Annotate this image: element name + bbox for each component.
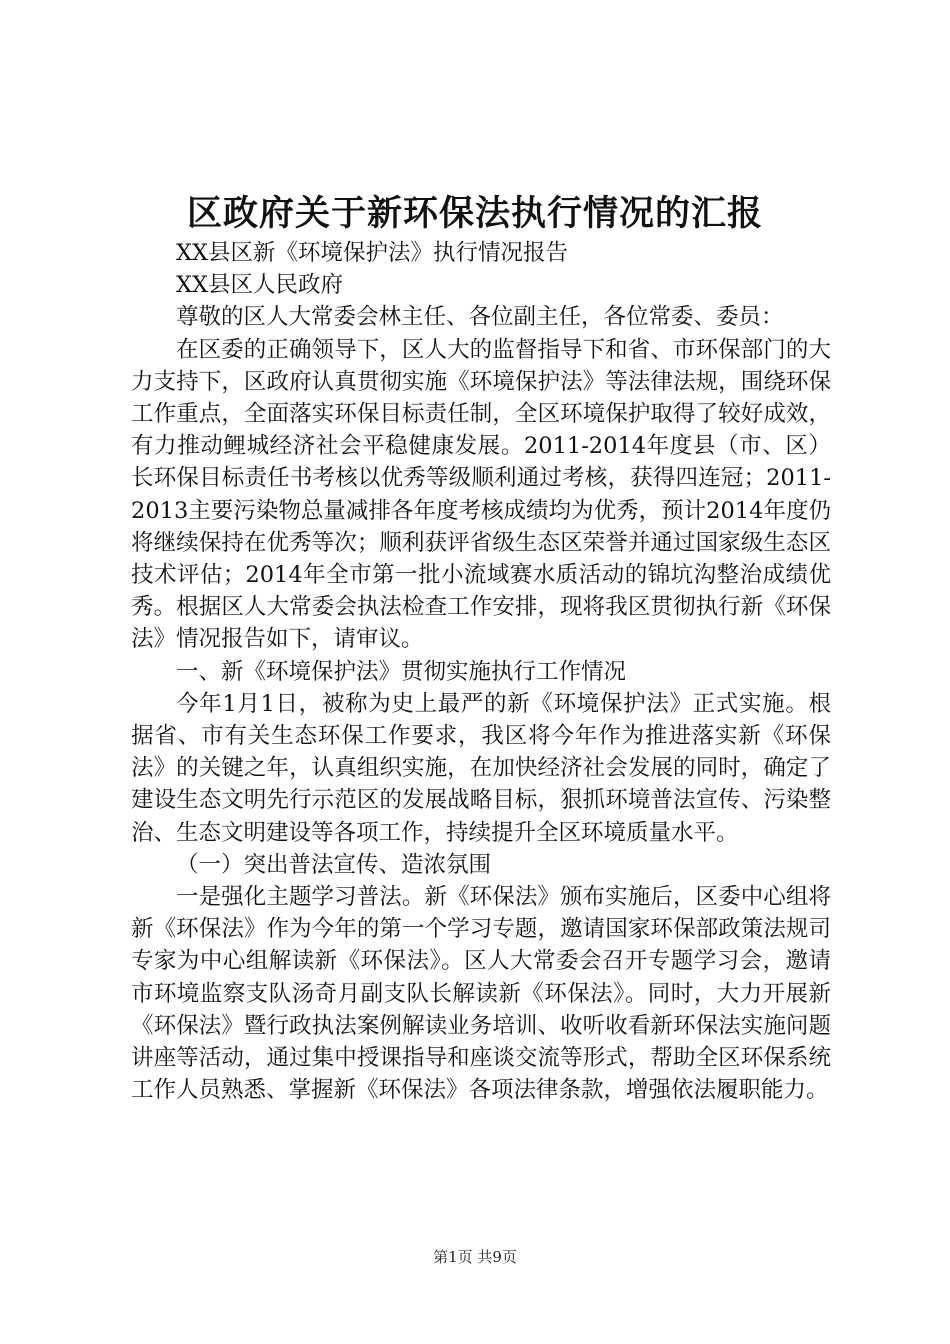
report-subtitle: XX县区新《环境保护法》执行情况报告 — [176, 240, 569, 266]
document-title: 区政府关于新环保法执行情况的汇报 — [186, 193, 763, 234]
paragraph: 今年1月1日，被称为史上最严的新《环境保护法》正式实施。根据省、市有关生态环保工作要求，我区将今年作为推进落实新《环保法》的关键之年，认真组织实施，在加快经济社会发展的同时，确定了建设生态文明先行示范区的发展战略目标，狠抓环境普法宣传、污染整治、生态文明建设等各项工作，持续提升全区环境质量水平。 — [131, 690, 831, 846]
salutation: 尊敬的区人大常委会林主任、各位副主任，各位常委、委员： — [176, 304, 784, 331]
paragraph: 在区委的正确领导下，区人大的监督指导下和省、市环保部门的大力支持下，区政府认真贯彻实施《环境保护法》等法律法规，围绕环保工作重点，全面落实环保目标责任制，全区环境保护取得了较好成效，有力推动鲤城经济社会平稳健康发展。2011-2014年度县（市、区）长环保目标责任书考核以优秀等级顺利通过考核，获得四连冠；2011-2013主要污染物总量减排各年度考核成绩均为优秀，预计2014年度仍将继续保持在优秀等次；顺利获评省级生态区荣誉并通过国家级生态区技术评估；2014年全市第一批小流域赛水质活动的锦坑沟整治成绩优秀。根据区人大常委会执法检查工作安排，现将我区贯彻执行新《环保法》情况报告如下，请审议。 — [131, 336, 831, 653]
issuer-line: XX县区人民政府 — [176, 272, 344, 299]
page-footer: 第1页 共9页 — [433, 1248, 517, 1266]
paragraph: 一是强化主题学习普法。新《环保法》颁布实施后，区委中心组将新《环保法》作为今年的第一个学习专题，邀请国家环保部政策法规司专家为中心组解读新《环保法》。区人大常委会召开专题学习会，邀请市环境监察支队汤奇月副支队长解读新《环保法》。同时，大力开展新《环保法》暨行政执法案例解读业务培训、收听收看新环保法实施问题讲座等活动，通过集中授课指导和座谈交流等形式，帮助全区环保系统工作人员熟悉、掌握新《环保法》各项法律条款，增强依法履职能力。 — [131, 884, 831, 1104]
section-heading: 一、新《环境保护法》贯彻实施执行工作情况 — [176, 658, 627, 685]
subsection-heading: （一）突出普法宣传、造浓氛围 — [176, 851, 492, 878]
document-body — [131, 237, 831, 1106]
